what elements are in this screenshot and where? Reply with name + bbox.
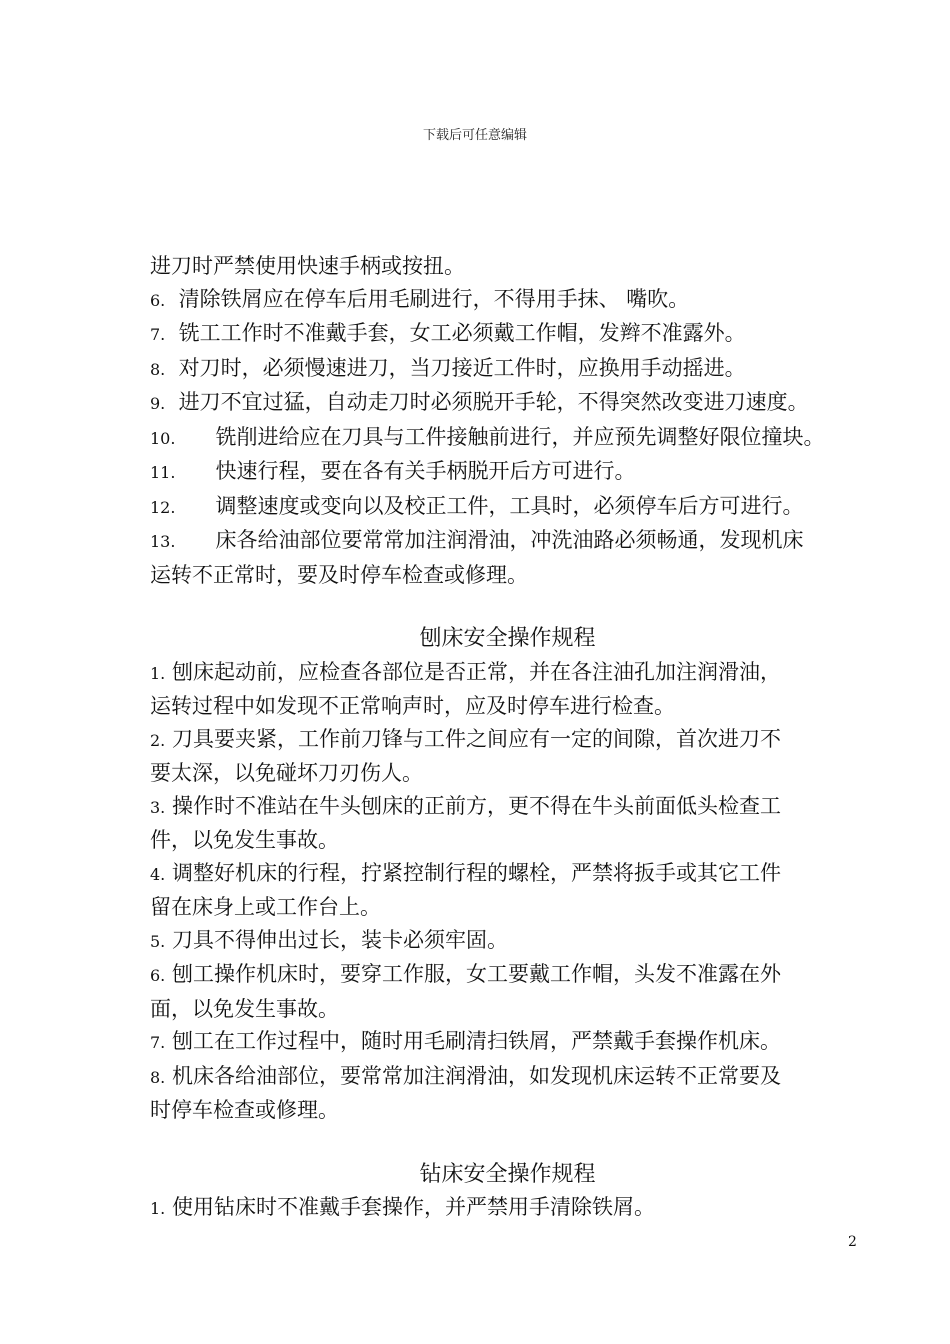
page-header: 下载后可任意编辑 bbox=[422, 128, 527, 143]
text-line: 面，以免发生事故。 bbox=[150, 996, 339, 1021]
list-item: 6. 刨工操作机床时，要穿工作服，女工要戴工作帽，头发不准露在外 bbox=[150, 962, 781, 986]
text-line: 时停车检查或修理。 bbox=[150, 1098, 339, 1122]
list-item: 3. 操作时不准站在牛头刨床的正前方，更不得在牛头前面低头检查工 bbox=[150, 793, 781, 818]
list-item: 2. 刀具要夹紧，工作前刀锋与工件之间应有一定的间隙，首次进刀不 bbox=[150, 726, 781, 751]
section-title-planer: 刨床安全操作规程 bbox=[419, 626, 596, 651]
list-item: 9. 进刀不宜过猛，自动走刀时必须脱开手轮，不得突然改变进刀速度。 bbox=[150, 390, 809, 414]
list-item: 6. 清除铁屑应在停车后用毛刷进行，不得用手抹、 嘴吹。 bbox=[150, 286, 690, 311]
text-line: 留在床身上或工作台上。 bbox=[150, 895, 381, 919]
text-line: 要太深，以免碰坏刀刃伤人。 bbox=[150, 761, 423, 785]
list-item: 7. 铣工工作时不准戴手套，女工必须戴工作帽，发辫不准露外。 bbox=[150, 321, 746, 345]
text-line: 件，以免发生事故。 bbox=[150, 828, 339, 852]
list-item: 11. 快速行程，要在各有关手柄脱开后方可进行。 bbox=[150, 459, 636, 483]
text-line: 运转不正常时，要及时停车检查或修理。 bbox=[150, 562, 528, 587]
text-line: 运转过程中如发现不正常响声时，应及时停车进行检查。 bbox=[150, 694, 675, 718]
section-title-drill: 钻床安全操作规程 bbox=[419, 1161, 596, 1187]
list-item: 5. 刀具不得伸出过长，装卡必须牢固。 bbox=[150, 927, 508, 952]
list-item: 8. 机床各给油部位，要常常加注润滑油，如发现机床运转不正常要及 bbox=[150, 1063, 781, 1088]
list-item: 4. 调整好机床的行程，拧紧控制行程的螺栓，严禁将扳手或其它工件 bbox=[150, 860, 781, 885]
list-item: 1. 使用钻床时不准戴手套操作，并严禁用手清除铁屑。 bbox=[150, 1195, 655, 1219]
text-line: 进刀时严禁使用快速手柄或按扭。 bbox=[150, 254, 465, 278]
page-number: 2 bbox=[848, 1234, 857, 1250]
list-item: 12. 调整速度或变向以及校正工件，工具时，必须停车后方可进行。 bbox=[150, 493, 804, 518]
list-item: 10. 铣削进给应在刀具与工件接触前进行，并应预先调整好限位撞块。 bbox=[150, 424, 825, 449]
list-item: 8. 对刀时，必须慢速进刀，当刀接近工件时，应换用手动摇进。 bbox=[150, 355, 746, 380]
list-item: 13. 床各给油部位要常常加注润滑油，冲洗油路必须畅通，发现机床 bbox=[150, 528, 804, 552]
document-body bbox=[150, 250, 865, 1226]
list-item: 7. 刨工在工作过程中，随时用毛刷清扫铁屑，严禁戴手套操作机床。 bbox=[150, 1029, 781, 1053]
list-item: 1. 刨床起动前，应检查各部位是否正常，并在各注油孔加注润滑油， bbox=[150, 659, 781, 684]
